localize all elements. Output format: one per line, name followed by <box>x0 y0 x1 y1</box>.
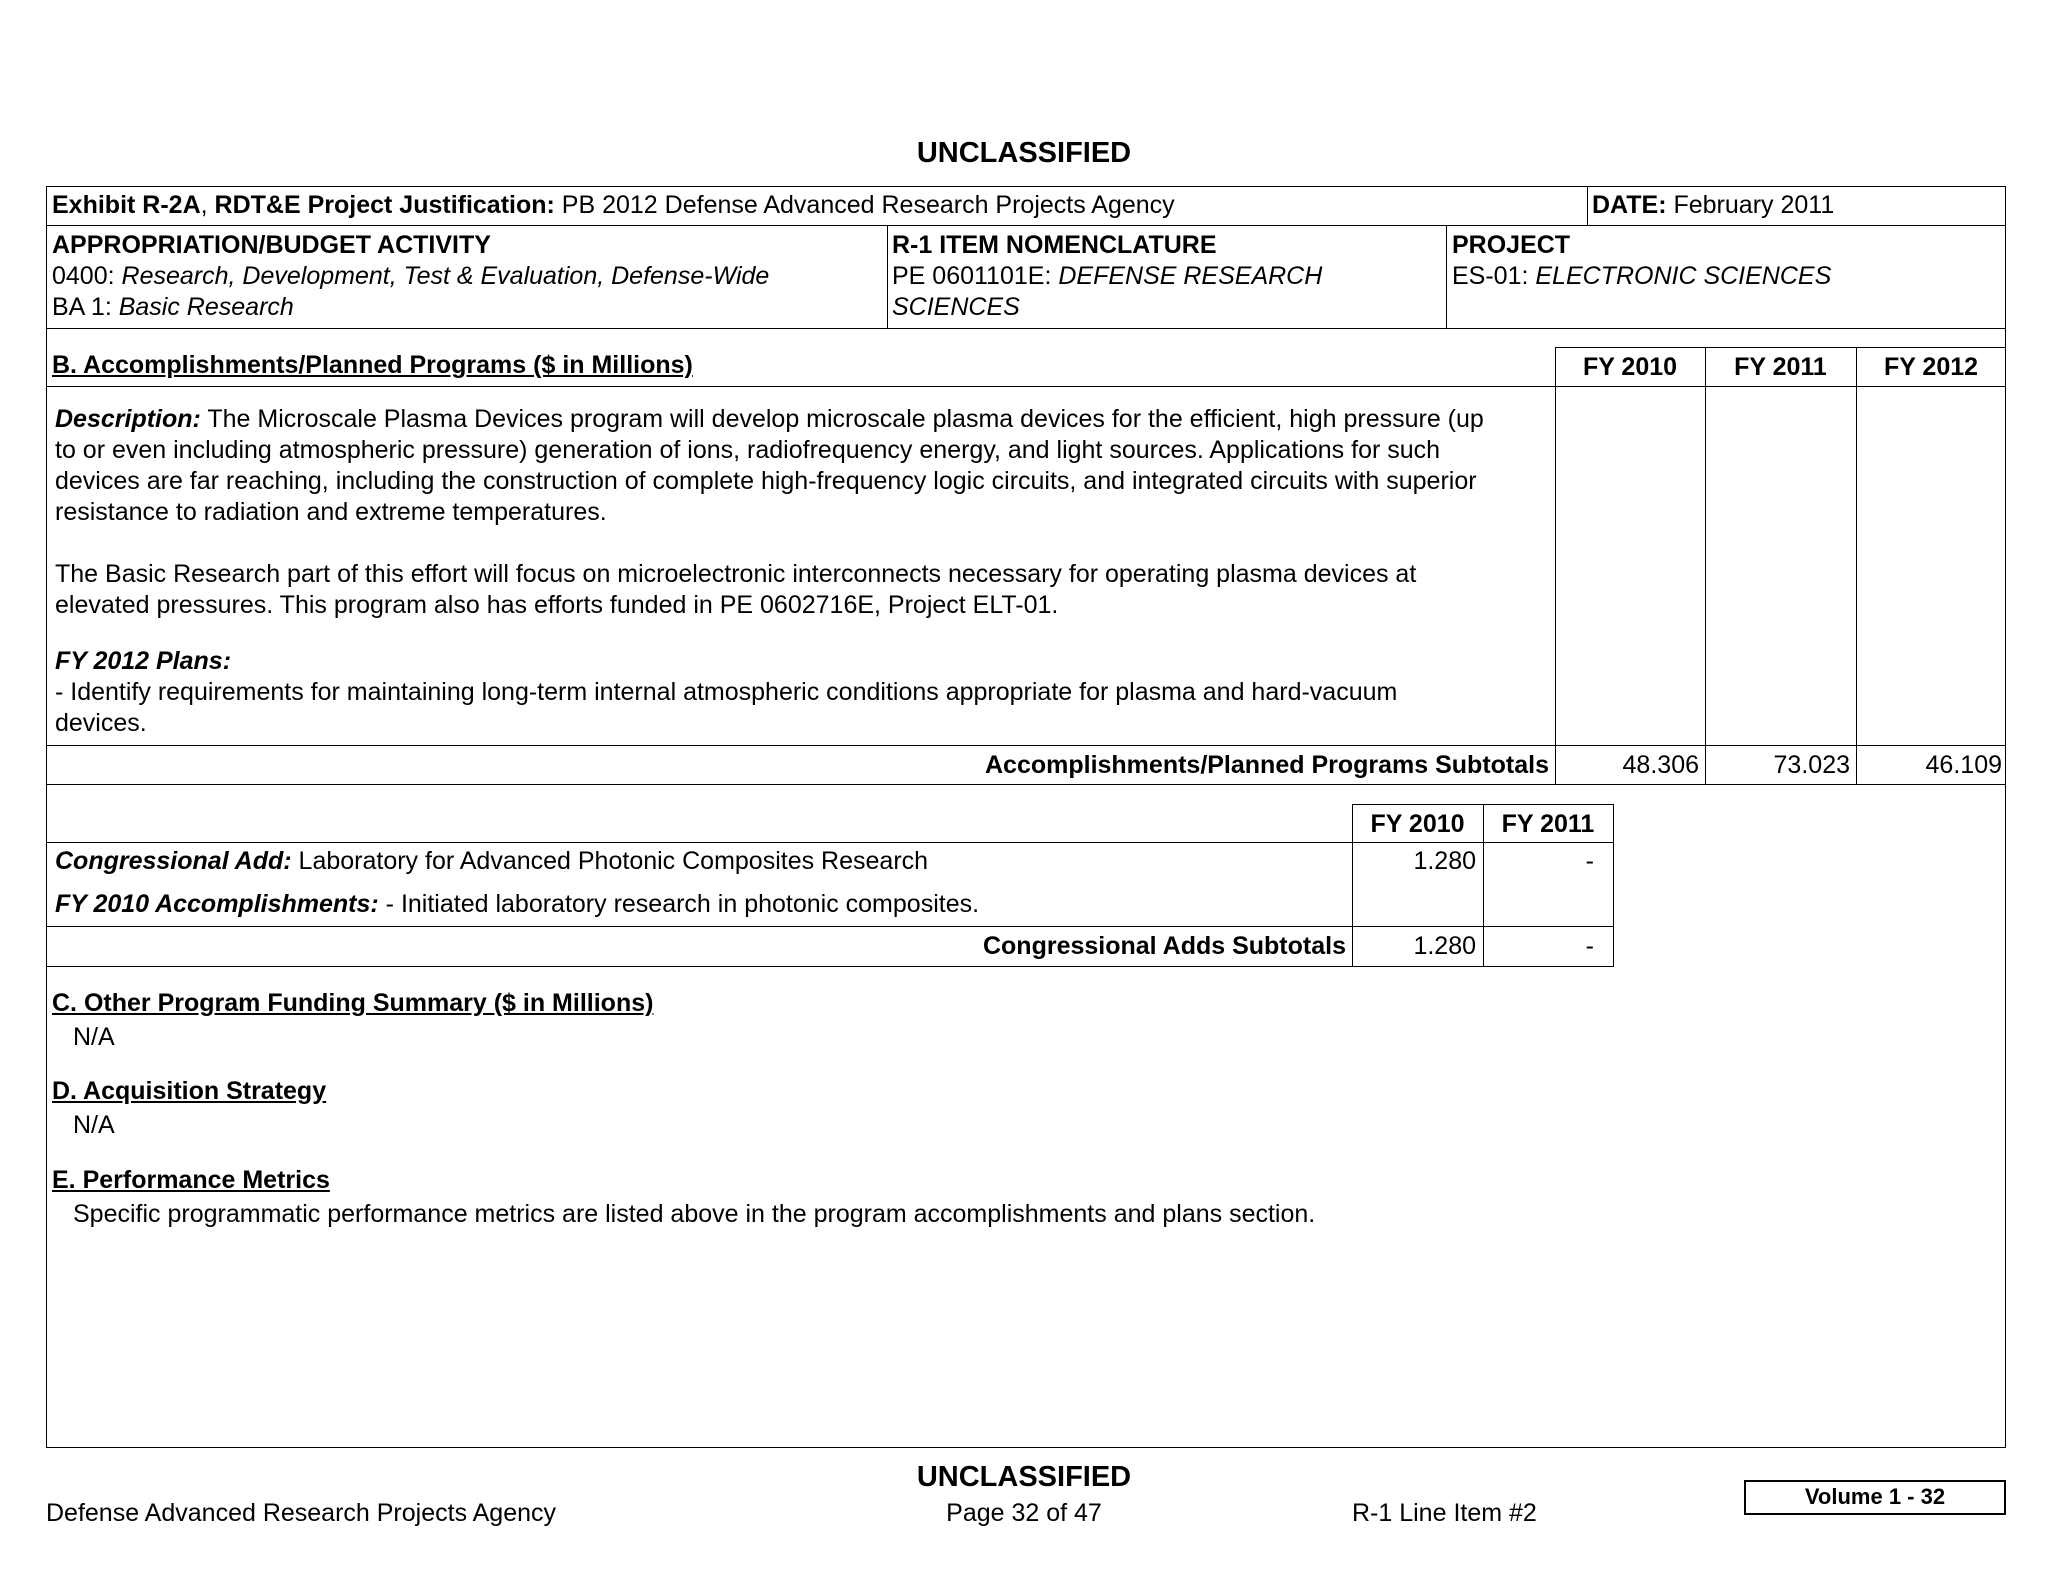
footer-agency: Defense Advanced Research Projects Agency <box>46 1499 557 1527</box>
cong-accomp-row <box>55 889 979 920</box>
footer-volume: Volume 1 - 32 <box>1744 1480 2006 1515</box>
description-label: Description: <box>55 405 201 433</box>
exhibit-sep: , <box>200 191 215 219</box>
plans-line: devices. <box>55 709 147 737</box>
appropriation-title: APPROPRIATION/BUDGET ACTIVITY <box>52 231 491 259</box>
cong-subtotal-fy2010: 1.280 <box>1413 932 1476 960</box>
section-b-header-bottom <box>46 386 2006 387</box>
basic-research-line: The Basic Research part of this effort will focus on microelectronic interconnects necessary for operating plasma devices at <box>55 560 1417 588</box>
cong-add-row <box>55 846 928 877</box>
appropriation-name: Research, Development, Test & Evaluation, Defense-Wide <box>121 262 770 290</box>
plans-line: - Identify requirements for maintaining long-term internal atmospheric conditions appropriate for plasma and hard-vacuum <box>55 678 1398 706</box>
basic-research-line: elevated pressures. This program also has efforts funded in PE 0602716E, Project ELT-01. <box>55 591 1059 619</box>
section-e-title: E. Performance Metrics <box>52 1166 330 1194</box>
appropriation-code: 0400: <box>52 262 122 290</box>
appropriation-line <box>52 261 769 292</box>
cong-subtotal-bottom <box>46 966 1614 967</box>
r1-title: R-1 ITEM NOMENCLATURE <box>892 231 1217 259</box>
ba-name: Basic Research <box>118 293 294 321</box>
cong-subtotal-label: Congressional Adds Subtotals <box>982 932 1346 960</box>
footer-classification: UNCLASSIFIED <box>916 1461 1132 1493</box>
ba-code: BA 1: <box>52 293 119 321</box>
section-d-body: N/A <box>73 1111 115 1139</box>
fy-header-2011: FY 2011 <box>1734 353 1827 381</box>
date-label: DATE: <box>1592 191 1667 219</box>
appropriation-cell <box>52 230 769 323</box>
cong-subtotal-fy2011: - <box>1585 932 1594 960</box>
fy-col-line-3 <box>1856 347 1857 784</box>
justification-label: RDT&E Project Justification: <box>214 191 555 219</box>
cong-header-fy2010: FY 2010 <box>1370 810 1465 838</box>
description-block <box>55 404 1484 739</box>
project-code: ES-01: <box>1452 262 1536 290</box>
project-cell <box>1452 230 1831 292</box>
r1-cell <box>892 230 1322 323</box>
section-c-body: N/A <box>73 1023 115 1051</box>
footer-line-item: R-1 Line Item #2 <box>1352 1499 1537 1527</box>
appropriation-divider <box>887 225 888 329</box>
date-divider <box>1587 186 1588 226</box>
ba-line <box>52 292 769 323</box>
cong-header-bottom <box>46 842 1614 843</box>
fy-header-top <box>1555 347 2006 348</box>
subtotal-label: Accomplishments/Planned Programs Subtotals <box>984 751 1549 779</box>
fy-header-2010: FY 2010 <box>1582 353 1678 381</box>
cong-accomp-label: FY 2010 Accomplishments: <box>55 890 379 918</box>
cong-accomp-value: - Initiated laboratory research in photonic composites. <box>378 890 980 918</box>
subtotal-bottom <box>46 784 2006 785</box>
header-row2-bottom <box>46 328 2006 329</box>
r1-code: PE 0601101E: <box>892 262 1059 290</box>
header-row1-bottom <box>46 225 2006 226</box>
section-c-title: C. Other Program Funding Summary ($ in Millions) <box>52 989 654 1017</box>
date-value: February 2011 <box>1666 191 1835 219</box>
footer-page: Page 32 of 47 <box>946 1499 1102 1527</box>
project-line <box>1452 261 1831 292</box>
description-line <box>55 404 1484 435</box>
subtotal-fy2011: 73.023 <box>1773 751 1850 779</box>
exhibit-label: Exhibit R-2A <box>52 191 201 219</box>
justification-value: PB 2012 Defense Advanced Research Projects Agency <box>554 191 1175 219</box>
description-line: devices are far reaching, including the construction of complete high-frequency logic circuits, and integrated circuits with superior <box>55 467 1477 495</box>
r1-name-line2: SCIENCES <box>892 293 1020 321</box>
cong-add-label: Congressional Add: <box>55 847 292 875</box>
project-title: PROJECT <box>1452 231 1571 259</box>
cong-header-fy2011: FY 2011 <box>1501 810 1595 838</box>
date-cell <box>1592 190 1834 221</box>
description-text: The Microscale Plasma Devices program will develop microscale plasma devices for the efficient, high pressure (up <box>200 405 1484 433</box>
section-b-title: B. Accomplishments/Planned Programs ($ in Millions) <box>52 351 693 379</box>
top-classification: UNCLASSIFIED <box>916 137 1132 169</box>
cong-col-line-3 <box>1613 804 1614 967</box>
subtotal-top <box>46 745 2006 746</box>
fy-col-line-1 <box>1555 347 1556 784</box>
description-line: resistance to radiation and extreme temperatures. <box>55 498 607 526</box>
r1-line <box>892 261 1322 292</box>
project-name: ELECTRONIC SCIENCES <box>1535 262 1832 290</box>
subtotal-fy2012: 46.109 <box>1925 751 2002 779</box>
cong-add-value: Laboratory for Advanced Photonic Composites Research <box>291 847 929 875</box>
fy-col-line-2 <box>1705 347 1706 784</box>
cong-add-fy2010: 1.280 <box>1413 847 1476 875</box>
fy-header-2012: FY 2012 <box>1883 353 1979 381</box>
subtotal-fy2010: 48.306 <box>1622 751 1699 779</box>
exhibit-title <box>52 190 1175 221</box>
section-e-body: Specific programmatic performance metrics are listed above in the program accomplishments and plans section. <box>73 1200 1316 1228</box>
r1-name-line1: DEFENSE RESEARCH <box>1058 262 1323 290</box>
r1-divider <box>1446 225 1447 329</box>
cong-subtotal-top <box>46 926 1614 927</box>
plans-label: FY 2012 Plans: <box>55 647 232 675</box>
cong-add-fy2011: - <box>1585 847 1594 875</box>
description-line: to or even including atmospheric pressure) generation of ions, radiofrequency energy, and light sources. Applications for such <box>55 436 1441 464</box>
section-d-title: D. Acquisition Strategy <box>52 1077 327 1105</box>
